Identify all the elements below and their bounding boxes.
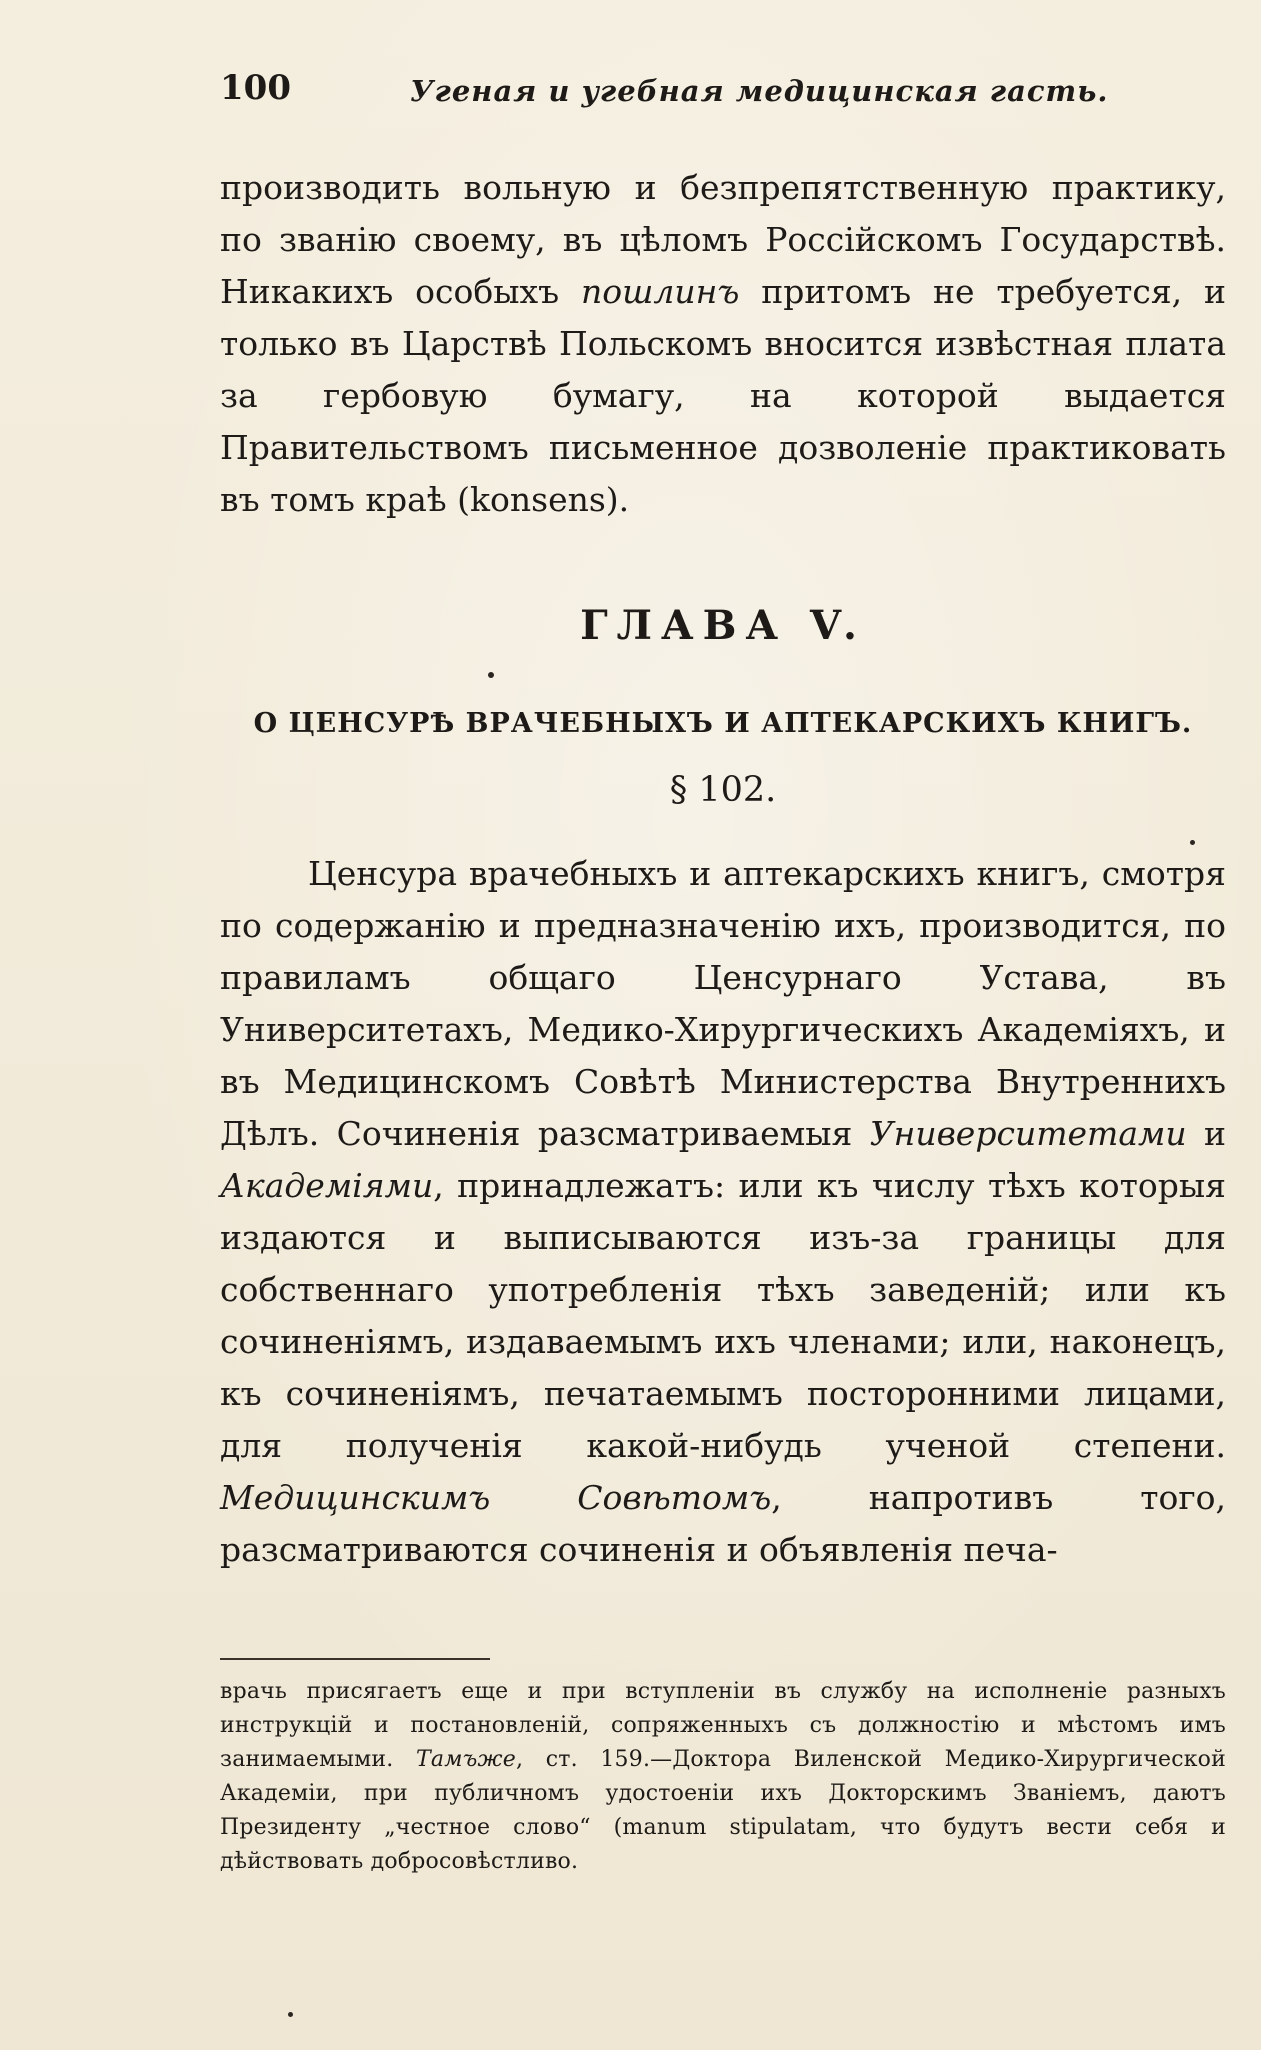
chapter-subtitle: О ЦЕНСУРѢ ВРАЧЕБНЫХЪ И АПТЕКАРСКИХЪ КНИГЪ. [253, 708, 1193, 739]
page-header [220, 68, 1120, 118]
paragraph1-text-b: притомъ не требуется, и только въ Царствѣ Польскомъ вносится извѣстная плата за гербовую бумагу, на которой выдается Правительствомъ письменное дозволеніе практиковать въ томъ краѣ (konsens). [220, 272, 1227, 519]
running-head: Угеная и угебная медицинская гасть. [410, 74, 1109, 108]
footnote-emphasis: Тамъже [416, 1747, 516, 1772]
paragraph2-text-3: , принадлежатъ: или къ числу тѣхъ которыя издаются и выписываются изъ-за границы для собственнаго употребленія тѣхъ заведеній; или къ сочиненіямъ, издаваемымъ ихъ членами; или, наконецъ, къ сочиненіямъ, печатаемымъ посторонними лицами, для полученія какой-нибудь ученой степени. [220, 1166, 1226, 1465]
footnote-divider [220, 1658, 490, 1660]
paper-speck [288, 2012, 293, 2017]
footnote [220, 1675, 1226, 1879]
paper-speck [488, 672, 494, 678]
paragraph2-text-4: , напротивъ того, разсматриваются сочиненія и объявленія печа- [220, 1478, 1226, 1569]
paragraph2-emphasis-council: Медицинскимъ Совѣтомъ [220, 1478, 772, 1517]
paper-speck [1190, 840, 1195, 845]
paragraph1-emphasis: пошлинъ [580, 272, 740, 311]
paragraph2-emphasis-academies: Академіями [220, 1166, 434, 1205]
section-paragraph [220, 848, 1226, 1576]
footnote-text-2: , ст. 159.—Доктора Виленской Медико-Хирургической Академіи, при публичномъ удостоеніи ихъ Докторскимъ Званіемъ, даютъ Президенту „честное слово“ (manum stipulatam, что будутъ вести себя и дѣйствовать добросовѣстливо. [220, 1747, 1226, 1874]
paragraph2-emphasis-universities: Университетами [869, 1114, 1187, 1153]
paragraph2-text-2: и [1186, 1114, 1227, 1153]
paragraph2-text-1: Ценсура врачебныхъ и аптекарскихъ книгъ, смотря по содержанію и предназначенію ихъ, производится, по правиламъ общаго Ценсурнаго Устава, въ Университетахъ, Медико-Хирургическихъ Академіяхъ, и въ Медицинскомъ Совѣтѣ Министерства Внутреннихъ Дѣлъ. Сочиненія разсматриваемыя [220, 854, 1226, 1153]
page-number: 100 [220, 68, 291, 108]
footnote-text-1: врачь присягаетъ еще и при вступленіи въ службу на исполненіе разныхъ инструкцій и постановленій, сопряженныхъ съ должностію и мѣстомъ имъ занимаемыми. [220, 1679, 1226, 1772]
chapter-title: ГЛАВА V. [580, 602, 866, 649]
paragraph1-text-a: производить вольную и безпрепятственную практику, по званію своему, въ цѣломъ Россійскомъ Государствѣ. Никакихъ особыхъ [220, 168, 1226, 311]
paragraph-continuation [220, 162, 1226, 526]
section-number: § 102. [669, 770, 777, 810]
